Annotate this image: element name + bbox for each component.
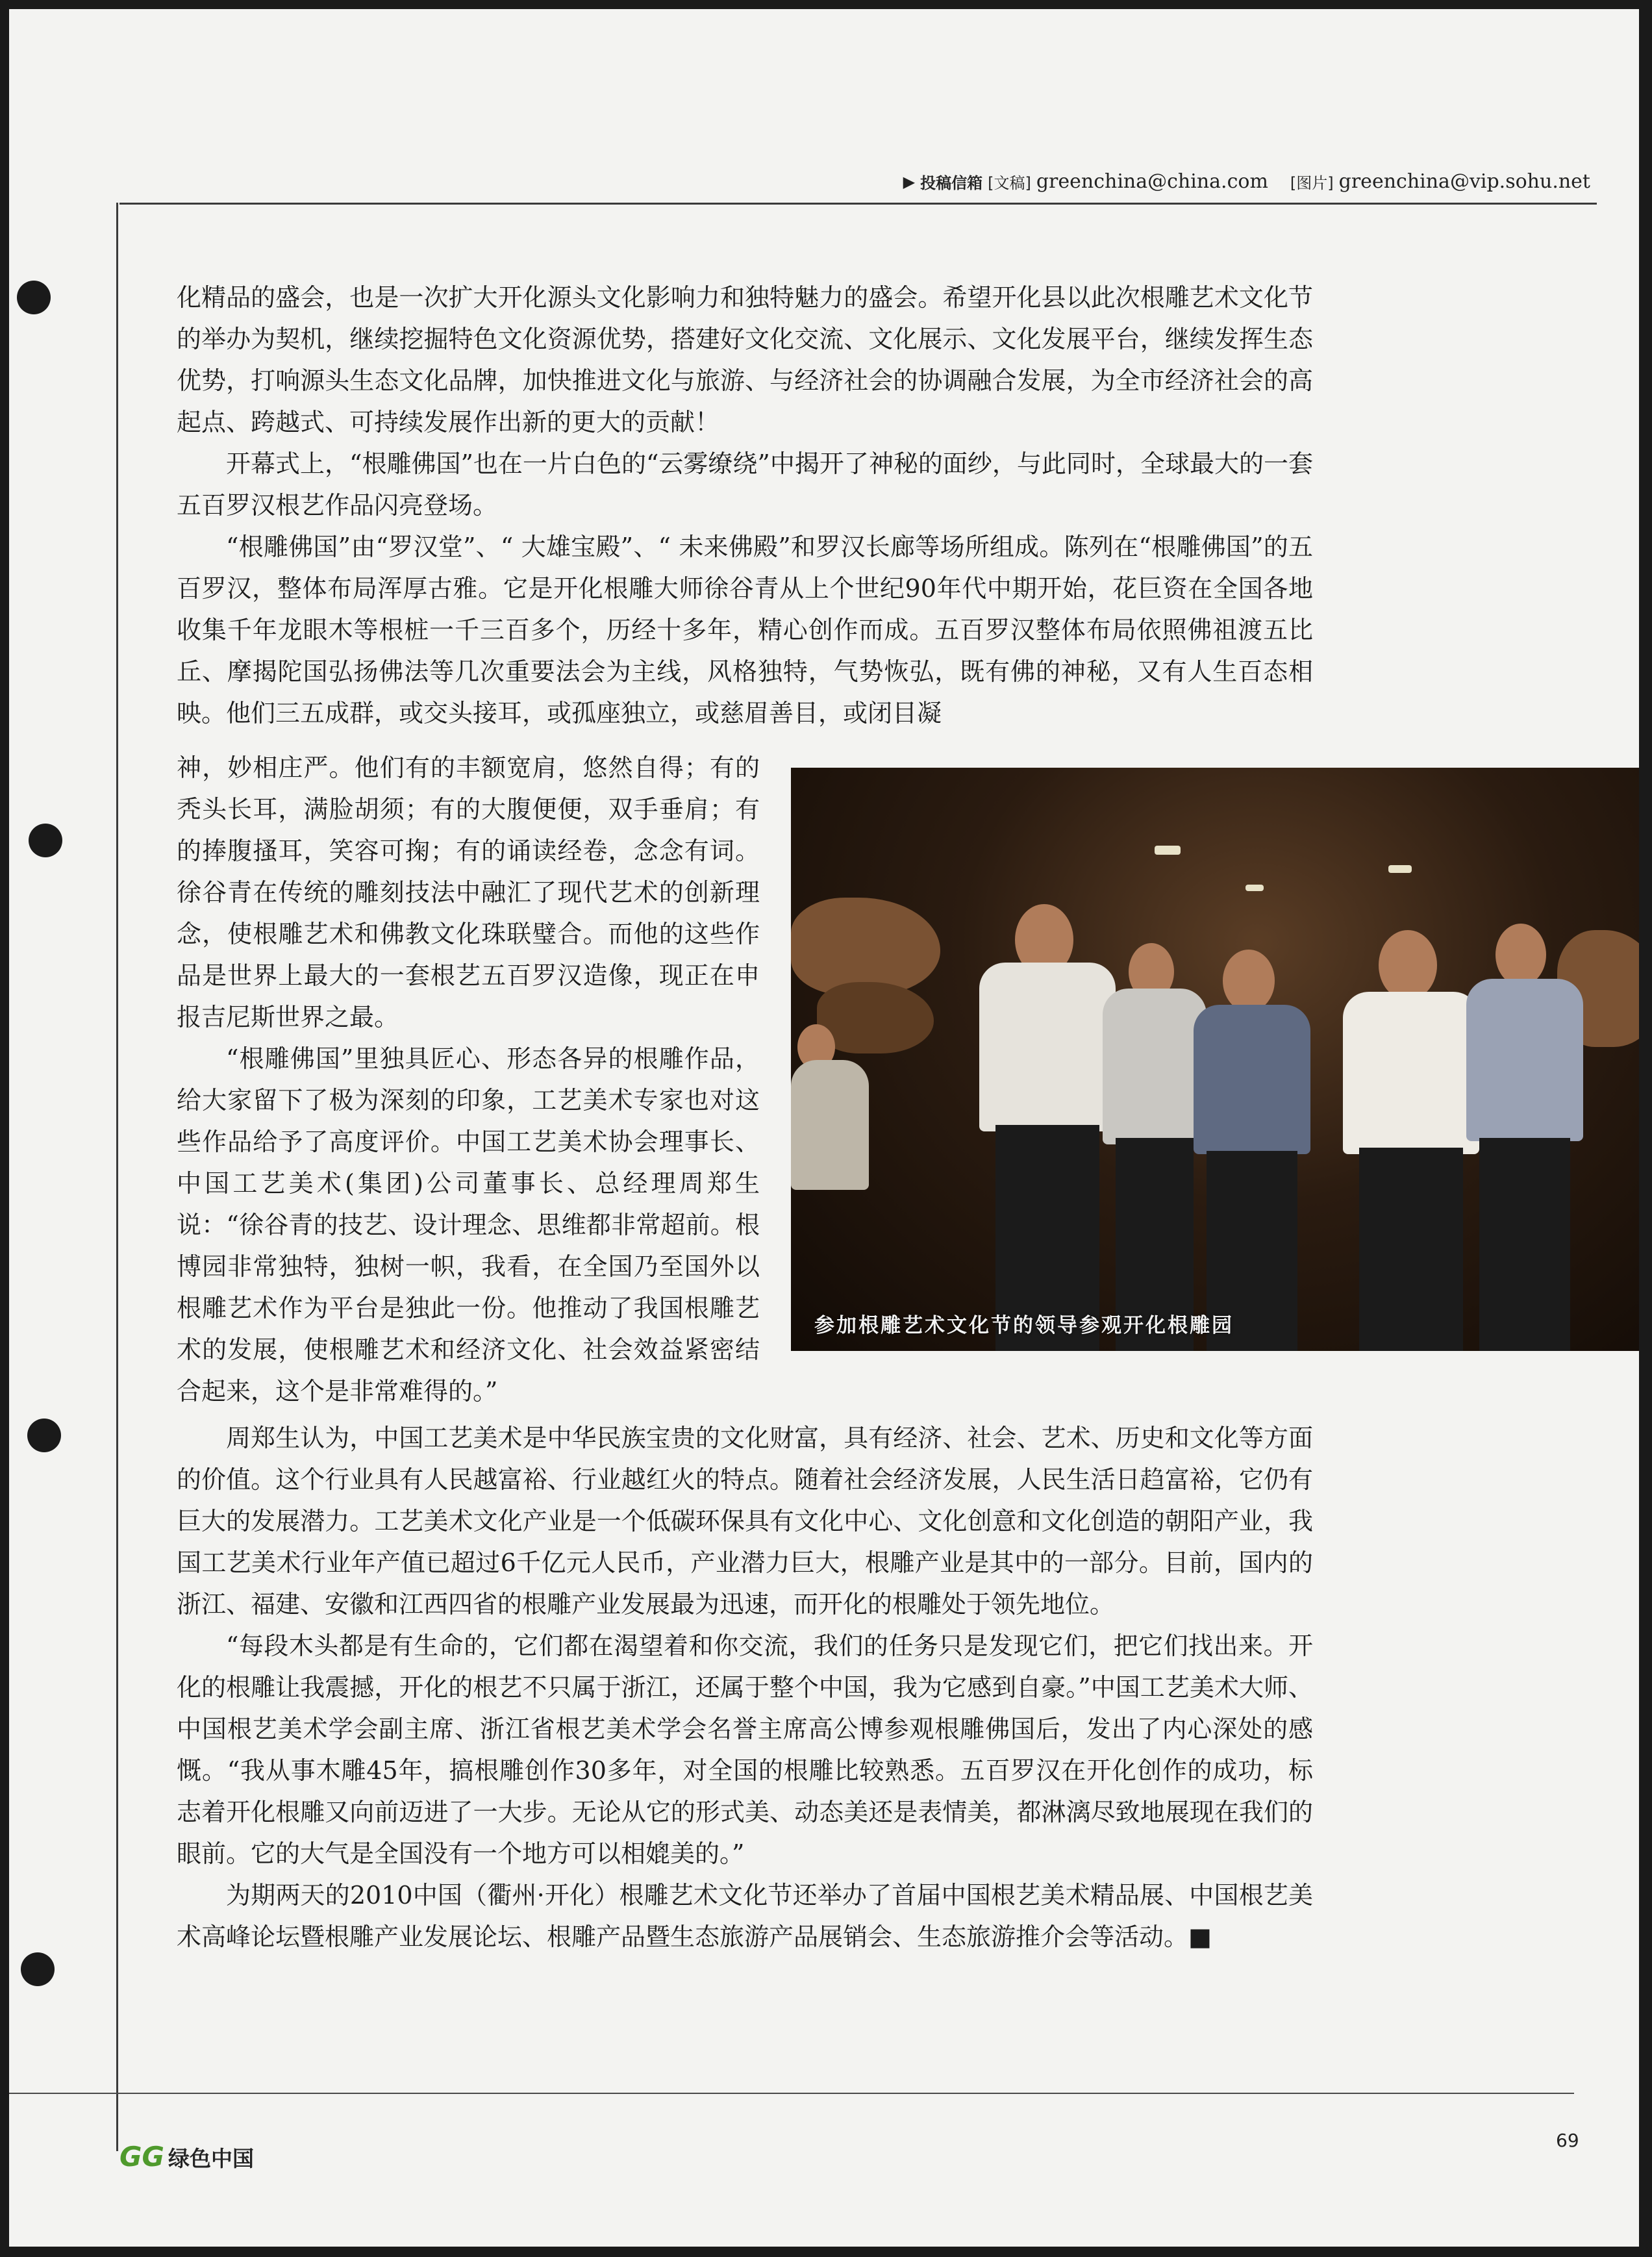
left-margin-rule (116, 203, 118, 2151)
magazine-logo (119, 2141, 254, 2173)
paragraph: 周郑生认为，中国工艺美术是中华民族宝贵的文化财富，具有经济、社会、艺术、历史和文化等方面的价值。这个行业具有人民越富裕、行业越红火的特点。随着社会经济发展，人民生活日趋富裕，它仍有巨大的发展潜力。工艺美术文化产业是一个低碳环保具有文化中心、文化创意和文化创造的朝阳产业，我国工艺美术行业年产值已超过6千亿元人民币，产业潜力巨大，根雕产业是其中的一部分。目前，国内的浙江、福建、安徽和江西四省的根雕产业发展最为迅速，而开化的根雕处于领先地位。 (177, 1424, 1313, 1619)
triangle-arrow-icon: ▶ (903, 172, 916, 191)
photo-caption: 参加根雕艺术文化节的领导参观开化根雕园 (814, 1314, 1234, 1337)
binding-hole (27, 1419, 61, 1452)
article-left-column (177, 747, 760, 1412)
gg-logo-mark: GG (119, 2141, 164, 2173)
paragraph: 神，妙相庄严。他们有的丰额宽肩，悠然自得；有的秃头长耳，满脸胡须；有的大腹便便，双手垂肩；有的捧腹搔耳，笑容可掬；有的诵读经卷，念念有词。徐谷青在传统的雕刻技法中融汇了现代艺术的创新理念，使根雕艺术和佛教文化珠联璧合。而他的这些作品是世界上最大的一套根艺五百罗汉造像，现正在申报吉尼斯世界之最。 (177, 753, 760, 1031)
event-photo (791, 768, 1639, 1351)
binding-hole (29, 824, 62, 857)
magazine-name: 绿色中国 (168, 2146, 254, 2171)
article-bottom-block (177, 1417, 1313, 1958)
text-submission-label: [文稿] (988, 174, 1031, 192)
paragraph: 为期两天的2010中国（衢州·开化）根雕艺术文化节还举办了首届中国根艺美术精品展、中国根艺美术高峰论坛暨根雕产业发展论坛、根雕产品暨生态旅游产品展销会、生态旅游推介会等活动。■ (177, 1881, 1313, 1951)
header-rule (119, 203, 1597, 205)
page-number: 69 (1556, 2130, 1579, 2151)
footer-rule (9, 2093, 1574, 2094)
image-submission-email: greenchina@vip.sohu.net (1338, 170, 1590, 193)
binding-hole (21, 1952, 55, 1986)
binding-hole (17, 281, 51, 314)
text-submission-email: greenchina@china.com (1036, 170, 1268, 193)
paragraph: “根雕佛国”里独具匠心、形态各异的根雕作品，给大家留下了极为深刻的印象，工艺美术专家也对这些作品给予了高度评价。中国工艺美术协会理事长、中国工艺美术(集团)公司董事长、总经理周郑生说：“徐谷青的技艺、设计理念、思维都非常超前。根博园非常独特，独树一帜，我看，在全国乃至国外以根雕艺术作为平台是独此一份。他推动了我国根雕艺术的发展，使根雕艺术和经济文化、社会效益紧密结合起来，这个是非常难得的。” (177, 1044, 760, 1406)
submission-header (903, 170, 1590, 193)
paragraph: “每段木头都是有生命的，它们都在渴望着和你交流，我们的任务只是发现它们，把它们找出来。开化的根雕让我震撼，开化的根艺不只属于浙江，还属于整个中国，我为它感到自豪。”中国工艺美术大师、中国根艺美术学会副主席、浙江省根艺美术学会名誉主席高公博参观根雕佛国后，发出了内心深处的感慨。“我从事木雕45年，搞根雕创作30多年，对全国的根雕比较熟悉。五百罗汉在开化创作的成功，标志着开化根雕又向前迈进了一大步。无论从它的形式美、动态美还是表情美，都淋漓尽致地展现在我们的眼前。它的大气是全国没有一个地方可以相媲美的。” (177, 1632, 1313, 1868)
image-submission-label: [图片] (1290, 174, 1334, 192)
article-top-block (177, 277, 1313, 734)
paragraph: “根雕佛国”由“罗汉堂”、“ 大雄宝殿”、“ 未来佛殿”和罗汉长廊等场所组成。陈列在“根雕佛国”的五百罗汉，整体布局浑厚古雅。它是开化根雕大师徐谷青从上个世纪90年代中期开始，花巨资在全国各地收集千年龙眼木等根桩一千三百多个，历经十多年，精心创作而成。五百罗汉整体布局依照佛祖渡五比丘、摩揭陀国弘扬佛法等几次重要法会为主线，风格独特，气势恢弘，既有佛的神秘，又有人生百态相映。他们三五成群，或交头接耳，或孤座独立，或慈眉善目，或闭目凝 (177, 533, 1313, 727)
paragraph: 开幕式上，“根雕佛国”也在一片白色的“云雾缭绕”中揭开了神秘的面纱，与此同时，全球最大的一套五百罗汉根艺作品闪亮登场。 (177, 449, 1313, 520)
magazine-page (9, 9, 1639, 2247)
submission-label: 投稿信箱 (920, 174, 983, 192)
paragraph: 化精品的盛会，也是一次扩大开化源头文化影响力和独特魅力的盛会。希望开化县以此次根雕艺术文化节的举办为契机，继续挖掘特色文化资源优势，搭建好文化交流、文化展示、文化发展平台，继续发挥生态优势，打响源头生态文化品牌，加快推进文化与旅游、与经济社会的协调融合发展，为全市经济社会的高起点、跨越式、可持续发展作出新的更大的贡献！ (177, 283, 1313, 436)
